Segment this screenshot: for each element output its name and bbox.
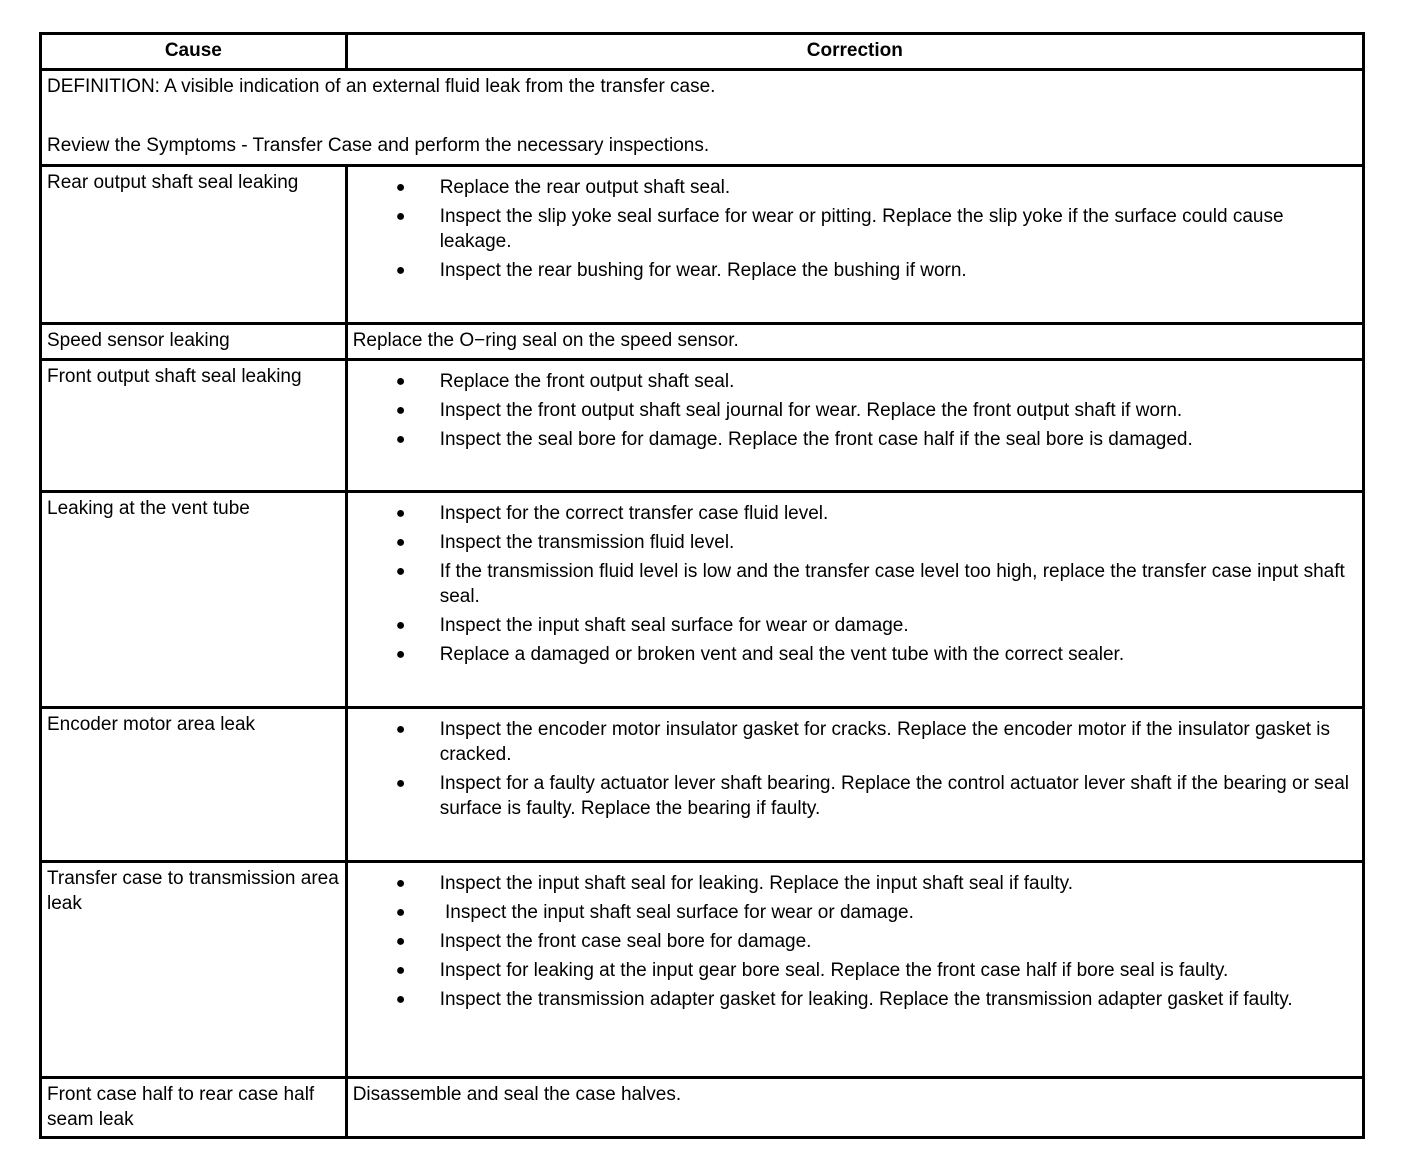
list-item: [348, 987, 1352, 1012]
bullet-icon: ●: [395, 721, 406, 738]
cause-cell: Leaking at the vent tube: [41, 492, 347, 708]
table-row: [41, 360, 1364, 492]
bullet-icon: ●: [395, 904, 406, 921]
correction-text: Replace the rear output shaft seal.: [439, 177, 731, 198]
cause-cell: Front case half to rear case half seam leak: [41, 1078, 347, 1138]
table-row: [41, 862, 1364, 1078]
cause-cell: Front output shaft seal leaking: [41, 360, 347, 492]
correction-text: Inspect the front case seal bore for damage.: [439, 931, 812, 952]
list-item: [348, 900, 1352, 925]
bullet-icon: ●: [395, 262, 406, 279]
cause-cell: Speed sensor leaking: [41, 324, 347, 360]
list-item: [348, 613, 1352, 638]
list-item: [348, 369, 1352, 394]
bullet-icon: ●: [395, 646, 406, 663]
list-item: [348, 398, 1352, 423]
correction-cell: Disassemble and seal the case halves.: [346, 1078, 1363, 1138]
list-item: [348, 175, 1352, 200]
correction-text: Inspect the transmission fluid level.: [439, 532, 735, 553]
correction-text: Inspect for leaking at the input gear bore seal. Replace the front case half if bore seal is faulty.: [439, 960, 1229, 981]
list-item: [348, 427, 1352, 452]
bullet-icon: ●: [395, 775, 406, 792]
list-item: [348, 501, 1352, 526]
list-item: [348, 771, 1352, 821]
bullet-icon: ●: [395, 179, 406, 196]
bullet-icon: ●: [395, 933, 406, 950]
cause-cell: Rear output shaft seal leaking: [41, 166, 347, 324]
correction-text: Inspect the encoder motor insulator gasket for cracks. Replace the encoder motor if the insulator gasket is cracked.: [439, 719, 1330, 765]
correction-list: [348, 167, 1362, 283]
bullet-icon: ●: [395, 373, 406, 390]
correction-header: Correction: [346, 34, 1363, 70]
diagnostic-table: [39, 32, 1365, 1139]
correction-cell: [346, 360, 1363, 492]
correction-cell: [346, 708, 1363, 862]
list-item: [348, 958, 1352, 983]
list-item: [348, 871, 1352, 896]
table-row: [41, 492, 1364, 708]
bullet-icon: ●: [395, 991, 406, 1008]
correction-text: Inspect the input shaft seal surface for wear or damage.: [439, 615, 909, 636]
correction-text: Inspect the slip yoke seal surface for wear or pitting. Replace the slip yoke if the surface could cause leakage.: [439, 206, 1284, 252]
bullet-icon: ●: [395, 617, 406, 634]
list-item: [348, 929, 1352, 954]
correction-text: Inspect for a faulty actuator lever shaft bearing. Replace the control actuator lever shaft if the bearing or seal surface is faulty. Replace the bearing if faulty.: [439, 773, 1350, 819]
bullet-icon: ●: [395, 563, 406, 580]
correction-text: If the transmission fluid level is low and the transfer case level too high, replace the transfer case input shaft seal.: [439, 561, 1345, 607]
bullet-icon: ●: [395, 431, 406, 448]
correction-text: Inspect the seal bore for damage. Replace the front case half if the seal bore is damaged.: [439, 429, 1193, 450]
definition-row: [41, 70, 1364, 166]
definition-text: DEFINITION: A visible indication of an external fluid leak from the transfer case.: [47, 76, 716, 97]
cause-header: Cause: [41, 34, 347, 70]
bullet-icon: ●: [395, 962, 406, 979]
correction-text: Replace the front output shaft seal.: [439, 371, 735, 392]
bullet-icon: ●: [395, 505, 406, 522]
list-item: [348, 258, 1352, 283]
correction-cell: [346, 492, 1363, 708]
correction-list: [348, 709, 1362, 821]
review-instruction: Review the Symptoms - Transfer Case and perform the necessary inspections.: [47, 135, 710, 156]
table-row: [41, 1078, 1364, 1138]
table-row: [41, 166, 1364, 324]
correction-list: [348, 361, 1362, 452]
table-row: [41, 708, 1364, 862]
correction-text: Inspect the input shaft seal for leaking. Replace the input shaft seal if faulty.: [439, 873, 1074, 894]
bullet-icon: ●: [395, 875, 406, 892]
list-item: [348, 204, 1352, 254]
bullet-icon: ●: [395, 208, 406, 225]
header-row: [41, 34, 1364, 70]
correction-text: Inspect the transmission adapter gasket for leaking. Replace the transmission adapter gasket if faulty.: [439, 989, 1293, 1010]
correction-text: Replace a damaged or broken vent and seal the vent tube with the correct sealer.: [439, 644, 1125, 665]
list-item: [348, 717, 1352, 767]
bullet-icon: ●: [395, 402, 406, 419]
cause-cell: Encoder motor area leak: [41, 708, 347, 862]
correction-list: [348, 493, 1362, 667]
correction-text: Inspect for the correct transfer case fluid level.: [439, 503, 829, 524]
correction-text: Inspect the front output shaft seal journal for wear. Replace the front output shaft if worn.: [439, 400, 1183, 421]
correction-text: Inspect the rear bushing for wear. Replace the bushing if worn.: [439, 260, 967, 281]
correction-cell: [346, 862, 1363, 1078]
definition-cell: [41, 70, 1364, 166]
list-item: [348, 530, 1352, 555]
table-row: [41, 324, 1364, 360]
correction-cell: [346, 166, 1363, 324]
bullet-icon: ●: [395, 534, 406, 551]
correction-list: [348, 863, 1362, 1012]
list-item: [348, 559, 1352, 609]
cause-cell: Transfer case to transmission area leak: [41, 862, 347, 1078]
list-item: [348, 642, 1352, 667]
correction-text: Inspect the input shaft seal surface for wear or damage.: [439, 902, 914, 923]
correction-cell: Replace the O−ring seal on the speed sensor.: [346, 324, 1363, 360]
